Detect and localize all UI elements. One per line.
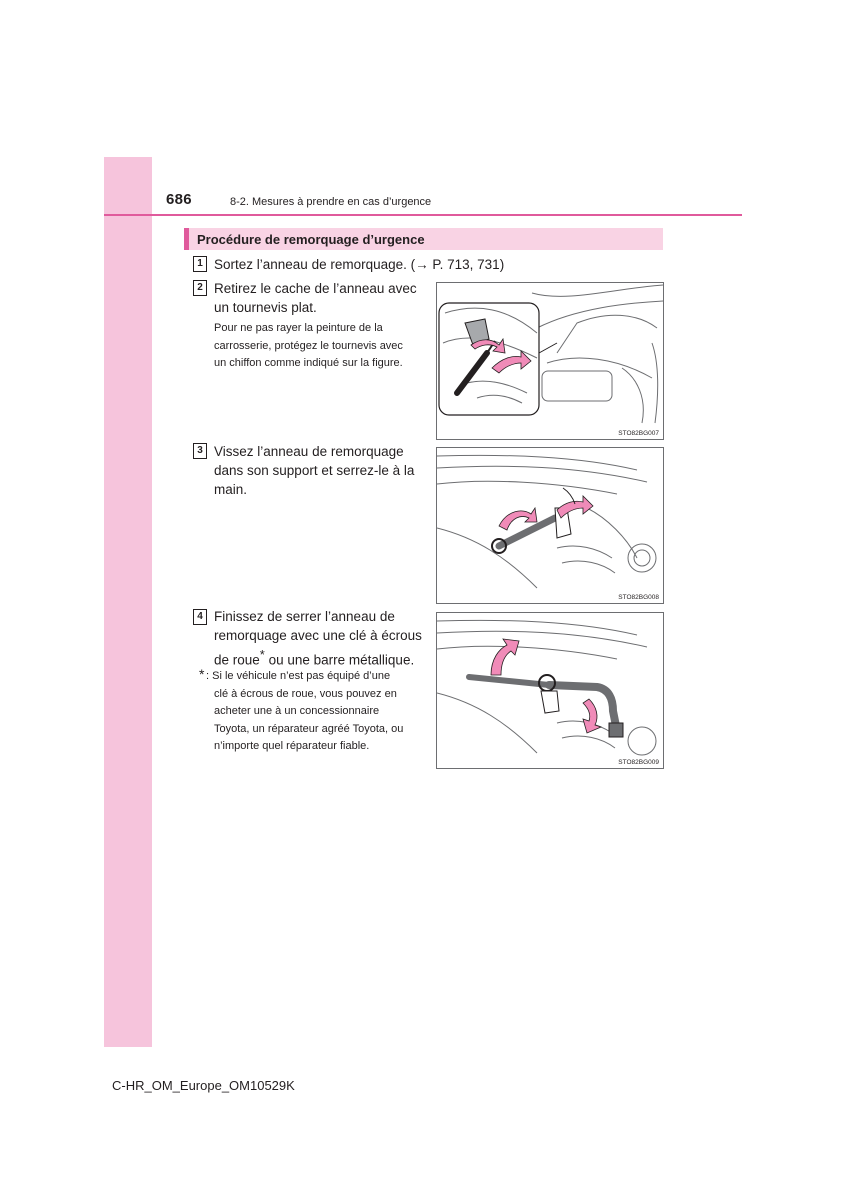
step-4-footnote: [206, 668, 424, 756]
step-4-line3-b: ou une barre métallique.: [264, 652, 415, 668]
step-3-line: main.: [214, 482, 248, 497]
footnote-reference: *: [259, 647, 265, 662]
step-2-note-line: Pour ne pas rayer la peinture de la: [214, 322, 383, 334]
step-2-line: Retirez le cache de l’anneau avec: [214, 281, 417, 296]
step-4-line3-a: de roue: [214, 652, 260, 668]
header-rule: [104, 214, 742, 216]
figure-code: STO82BG009: [618, 759, 659, 766]
step-4-line: Finissez de serrer l’anneau de: [214, 609, 395, 624]
step-4-footnote-line: acheter une à un concessionnaire: [214, 705, 380, 717]
step-2-number: 2: [193, 280, 207, 296]
figure-code: STO82BG008: [618, 594, 659, 601]
step-4-footnote-line: clé à écrous de roue, vous pouvez en: [214, 687, 397, 700]
step-4-number: 4: [193, 609, 207, 625]
step-1-number: 1: [193, 256, 207, 272]
figure-ring-screwing: [436, 447, 664, 604]
step-4-footnote-line: : Si le véhicule n’est pas équipé d’une: [206, 670, 391, 682]
step-2-note-line: un chiffon comme indiqué sur la figure.: [214, 357, 403, 369]
footnote-asterisk: *: [199, 666, 205, 682]
figure-wrench-tightening-illustration: [437, 613, 663, 768]
page-number: 686: [166, 191, 192, 208]
step-4-footnote-line: Toyota, un réparateur agréé Toyota, ou: [214, 722, 404, 735]
step-3-text: [214, 442, 424, 499]
step-4-text: [214, 607, 424, 670]
step-1-text: Sortez l’anneau de remorquage. (→ P. 713, 731): [214, 257, 505, 272]
figure-code: STO82BG007: [618, 430, 659, 437]
figure-wrench-tightening: [436, 612, 664, 769]
figure-cover-removal: [436, 282, 664, 440]
step-4-line: remorquage avec une clé à écrous: [214, 628, 422, 643]
step-4-line: [214, 645, 424, 670]
step-4-footnote-line: n’importe quel réparateur fiable.: [214, 740, 370, 752]
procedure-title: Procédure de remorquage d’urgence: [197, 232, 425, 247]
step-2-text: [214, 279, 424, 317]
step-2-line: un tournevis plat.: [214, 300, 317, 315]
figure-ring-screwing-illustration: [437, 448, 663, 603]
procedure-header: [184, 228, 663, 250]
document-code: C-HR_OM_Europe_OM10529K: [112, 1078, 295, 1093]
step-2-note-line: carrosserie, protégez le tournevis avec: [214, 339, 403, 352]
figure-cover-removal-illustration: [437, 283, 663, 439]
side-color-band: [104, 157, 152, 1047]
procedure-header-accent: [184, 228, 189, 250]
section-title: 8-2. Mesures à prendre en cas d’urgence: [230, 196, 432, 208]
step-3-line: Vissez l’anneau de remorquage: [214, 444, 404, 459]
step-3-line: dans son support et serrez-le à la: [214, 463, 415, 478]
step-3-number: 3: [193, 443, 207, 459]
step-2-note: [214, 320, 424, 373]
